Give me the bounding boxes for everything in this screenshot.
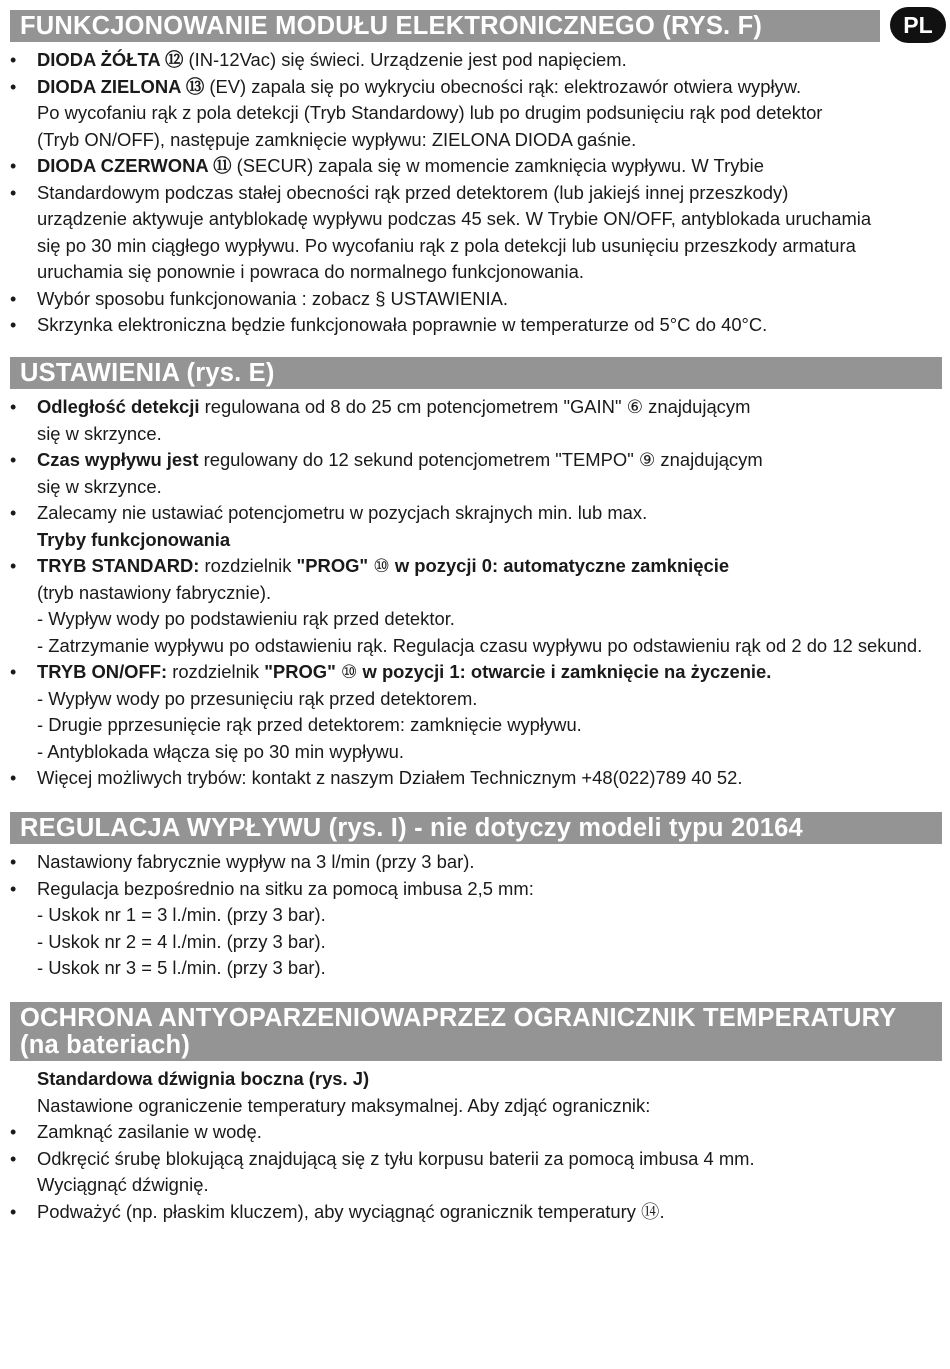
text-line [10,100,942,127]
text-run: - Drugie pprzesunięcie rąk przed detektorem: zamknięcie wypływu. [37,714,582,735]
bullet-item [10,447,942,474]
text-line [10,233,942,260]
bullet-item [10,849,942,876]
text-line [10,686,942,713]
text-line [10,580,942,607]
text-run: Standardowym podczas stałej obecności rąk przed detektorem (lub jakiejś innej przeszkody) [37,181,789,203]
section-body [10,1061,942,1225]
bullet-item [10,500,942,527]
bullet-item [10,1146,942,1173]
text-run: Podważyć (np. płaskim kluczem), aby wyciągnąć ogranicznik temperatury ⑭. [37,1200,665,1222]
text-run: się w skrzynce. [37,422,162,444]
section-title [10,1002,942,1061]
text-run: Więcej możliwych trybów: kontakt z naszym Działem Technicznym +48(022)789 40 52. [37,767,743,788]
bold-text: DIODA ŻÓŁTA ⑫ [37,49,184,70]
text-run: Nastawione ograniczenie temperatury maksymalnej. Aby zdjąć ogranicznik: [37,1094,651,1116]
bullet-item [10,1119,942,1146]
text-run: Wyciągnąć dźwignię. [37,1174,209,1195]
text-line [10,259,942,286]
text-run: się w skrzynce. [37,475,162,497]
bold-text: DIODA ZIELONA ⑬ [37,75,205,97]
bold-text: "PROG" [264,661,336,682]
bold-text: w pozycji 0: automatyczne zamknięcie [394,555,730,576]
bold-text: Odległość detekcji [37,396,200,417]
text-line [10,1066,942,1093]
bold-text: "PROG" [296,555,369,576]
text-line [10,606,942,633]
bold-text: DIODA CZERWONA ⑪ [37,155,232,176]
text-run: ⑩ [335,661,363,682]
text-run: regulowana od 8 do 25 cm potencjometrem "GAIN" ⑥ znajdującym [199,396,751,417]
section-electronic-module [10,10,942,339]
bullet-item [10,553,942,580]
text-line [10,127,942,154]
text-run: (SECUR) zapala się w momencie zamknięcia wypływu. W Trybie [231,155,764,176]
text-line [10,902,942,929]
text-run: urządzenie aktywuje antyblokadę wypływu podczas 45 sek. W Trybie ON/OFF, antyblokada uruchamia [37,208,872,229]
text-line [10,955,942,982]
text-run: Po wycofaniu rąk z pola detekcji (Tryb Standardowy) lub po drugim podsunięciu rąk pod detektor [37,102,823,123]
bold-text: Czas wypływu jest [37,449,199,470]
text-run: regulowany do 12 sekund potencjometrem "TEMPO" ⑨ znajdującym [198,449,763,470]
text-line [10,1093,942,1120]
bullet-item [10,876,942,903]
text-run: - Uskok nr 3 = 5 l./min. (przy 3 bar). [37,957,326,978]
text-run: Nastawiony fabrycznie wypływ na 3 l/min (przy 3 bar). [37,851,475,872]
text-line [10,929,942,956]
text-run: Skrzynka elektroniczna będzie funkcjonowała poprawnie w temperaturze od 5°C do 40°C. [37,314,768,335]
text-run: - Antyblokada włącza się po 30 min wypływu. [37,740,404,762]
text-run: (IN-12Vac) się świeci. Urządzenie jest pod napięciem. [183,49,627,70]
bullet-item [10,659,942,686]
bullet-item [10,180,942,207]
section-title: USTAWIENIA (rys. E) [10,357,942,389]
text-line [10,633,942,660]
text-run: Zamknąć zasilanie w wodę. [37,1121,262,1142]
text-run: rozdzielnik [167,661,265,682]
text-line [10,474,942,501]
section-body [10,389,942,792]
bullet-item [10,1199,942,1226]
bullet-item [10,394,942,421]
text-line [10,421,942,448]
text-run: - Zatrzymanie wypływu po odstawieniu rąk. Regulacja czasu wypływu po odstawieniu rąk od 2 do 12 sekund. [37,634,923,656]
section-flow-regulation [10,812,942,982]
section-title-line-2: (na bateriach) [20,1031,191,1059]
section-body [10,42,942,339]
text-line [10,712,942,739]
text-run: Wybór sposobu funkcjonowania : zobacz § USTAWIENIA. [37,287,509,309]
text-run: - Uskok nr 2 = 4 l./min. (przy 3 bar). [37,930,326,952]
bold-text: TRYB ON/OFF: [37,661,168,682]
bold-text: Tryby funkcjonowania [37,528,231,550]
text-run: Regulacja bezpośrednio na sitku za pomocą imbusa 2,5 mm: [37,877,534,899]
bullet-item [10,47,942,74]
section-title-line-1: OCHRONA ANTYOPARZENIOWAPRZEZ OGRANICZNIK TEMPERATURY [20,1004,897,1032]
bold-text: Standardowa dźwignia boczna (rys. J) [37,1068,370,1089]
text-run: (Tryb ON/OFF), następuje zamknięcie wypływu: ZIELONA DIODA gaśnie. [37,128,637,150]
text-line [10,527,942,554]
section-title: REGULACJA WYPŁYWU (rys. I) - nie dotyczy modeli typu 20164 [10,812,942,844]
text-line [10,739,942,766]
text-line [10,1172,942,1199]
bullet-item [10,312,942,339]
bullet-item [10,74,942,101]
text-run: - Wypływ wody po przesunięciu rąk przed detektorem. [37,687,478,709]
text-run: (tryb nastawiony fabrycznie). [37,581,272,603]
language-badge: PL [890,7,946,43]
section-title: FUNKCJONOWANIE MODUŁU ELEKTRONICZNEGO (RYS. F) [10,10,880,42]
text-run: Odkręcić śrubę blokującą znajdującą się z tyłu korpusu baterii za pomocą imbusa 4 mm. [37,1147,755,1169]
section-body [10,844,942,982]
text-run: ⑩ [368,555,395,576]
section-scald-protection [10,1002,942,1225]
text-run: uruchamia się ponownie i powraca do normalnego funkcjonowania. [37,261,584,282]
text-run: się po 30 min ciągłego wypływu. Po wycofaniu rąk z pola detekcji lub usunięciu przeszkody armatura [37,234,856,256]
bold-text: w pozycji 1: otwarcie i zamknięcie na życzenie. [362,661,772,682]
text-run: - Uskok nr 1 = 3 l./min. (przy 3 bar). [37,904,326,925]
text-run: - Wypływ wody po podstawieniu rąk przed detektor. [37,608,455,629]
section-settings [10,357,942,792]
text-run: (EV) zapala się po wykryciu obecności rąk: elektrozawór otwiera wypływ. [204,75,802,97]
text-run: rozdzielnik [199,555,297,576]
bold-text: TRYB STANDARD: [37,555,200,576]
bullet-item [10,765,942,792]
bullet-item [10,153,942,180]
text-run: Zalecamy nie ustawiać potencjometru w pozycjach skrajnych min. lub max. [37,502,648,523]
bullet-item [10,286,942,313]
text-line [10,206,942,233]
